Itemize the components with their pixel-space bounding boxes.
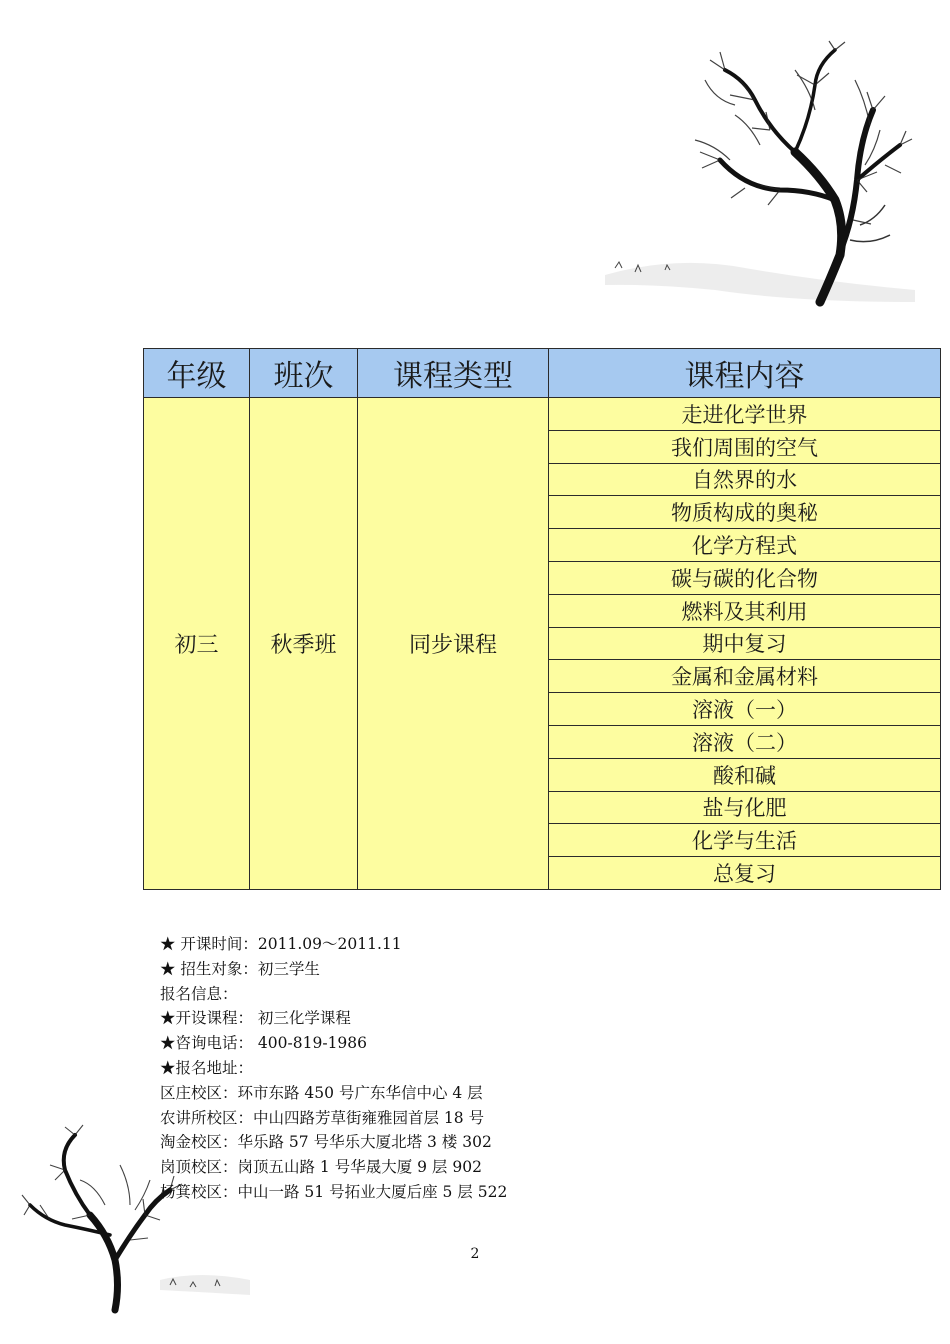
- course-table: [143, 348, 941, 890]
- cell-grade: 初三: [144, 398, 250, 890]
- cell-course-content: 盐与化肥: [549, 791, 941, 824]
- cell-course-type: 同步课程: [358, 398, 549, 890]
- info-campus-address: 岗顶校区：岗顶五山路 1 号华晟大厦 9 层 902: [160, 1158, 482, 1177]
- header-course-content: 课程内容: [549, 349, 941, 398]
- cell-course-content: 物质构成的奥秘: [549, 496, 941, 529]
- table-header-row: [144, 349, 941, 398]
- info-target-students: ★ 招生对象：初三学生: [160, 959, 320, 978]
- cell-course-content: 金属和金属材料: [549, 660, 941, 693]
- info-campus-address: 农讲所校区：中山四路芳草街雍雅园首层 18 号: [160, 1108, 485, 1127]
- tree-illustration-top: [595, 40, 925, 315]
- info-phone: ★咨询电话： 400-819-1986: [160, 1034, 368, 1053]
- cell-course-content: 总复习: [549, 857, 941, 890]
- cell-course-content: 化学与生活: [549, 824, 941, 857]
- info-course-offered: ★开设课程： 初三化学课程: [160, 1009, 351, 1028]
- course-info: [160, 932, 680, 1205]
- cell-course-content: 酸和碱: [549, 758, 941, 791]
- info-start-time: ★ 开课时间：2011.09～2011.11: [160, 935, 402, 953]
- table-row: [144, 398, 941, 431]
- page-number: 2: [470, 1246, 480, 1262]
- info-address-heading: ★报名地址：: [160, 1058, 254, 1077]
- cell-course-content: 碳与碳的化合物: [549, 561, 941, 594]
- cell-course-content: 期中复习: [549, 627, 941, 660]
- cell-course-content: 溶液（一）: [549, 693, 941, 726]
- info-campus-address: 区庄校区：环市东路 450 号广东华信中心 4 层: [160, 1083, 483, 1102]
- info-campus-address: 淘金校区：华乐路 57 号华乐大厦北塔 3 楼 302: [160, 1133, 492, 1152]
- cell-class-session: 秋季班: [250, 398, 358, 890]
- cell-course-content: 走进化学世界: [549, 398, 941, 431]
- cell-course-content: 我们周围的空气: [549, 430, 941, 463]
- info-campus-address: 杨箕校区：中山一路 51 号拓业大厦后座 5 层 522: [160, 1182, 508, 1201]
- header-grade: 年级: [144, 349, 250, 398]
- cell-course-content: 溶液（二）: [549, 725, 941, 758]
- header-course-type: 课程类型: [358, 349, 549, 398]
- info-registration-heading: 报名信息：: [160, 984, 238, 1003]
- header-class-session: 班次: [250, 349, 358, 398]
- cell-course-content: 燃料及其利用: [549, 594, 941, 627]
- cell-course-content: 化学方程式: [549, 529, 941, 562]
- cell-course-content: 自然界的水: [549, 463, 941, 496]
